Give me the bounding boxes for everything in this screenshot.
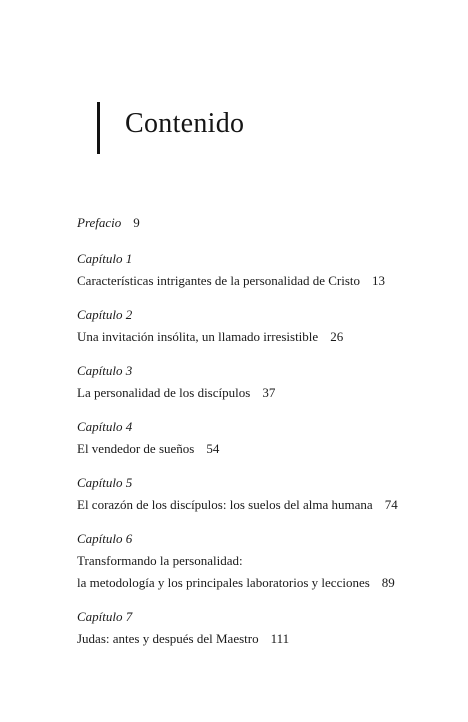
chapter-label: Capítulo 1 [77, 251, 133, 266]
toc-page-number: 74 [384, 497, 398, 512]
chapter-title [77, 438, 457, 460]
toc-page-number: 111 [270, 631, 290, 646]
toc-chapter-4 [77, 416, 457, 460]
toc-entry-preface [77, 212, 457, 234]
title-accent-bar [97, 102, 100, 154]
toc-chapter-2 [77, 304, 457, 348]
chapter-label: Capítulo 6 [77, 531, 133, 546]
toc-chapter-5 [77, 472, 457, 516]
toc-page-number: 89 [381, 575, 395, 590]
chapter-title-continuation [77, 572, 457, 594]
chapter-label: Capítulo 5 [77, 475, 133, 490]
chapter-label: Capítulo 7 [77, 609, 133, 624]
toc-page-number: 37 [262, 385, 276, 400]
chapter-title-text: Una invitación insólita, un llamado irresistible [77, 329, 319, 344]
chapter-title-text: El vendedor de sueños [77, 441, 195, 456]
chapter-title-text: Características intrigantes de la personalidad de Cristo [77, 273, 361, 288]
chapter-title-text: El corazón de los discípulos: los suelos del alma humana [77, 497, 373, 512]
chapter-title [77, 628, 457, 650]
chapter-title-text: Judas: antes y después del Maestro [77, 631, 259, 646]
chapter-title [77, 326, 457, 348]
chapter-title [77, 550, 457, 572]
toc-chapter-1 [77, 248, 457, 292]
toc-page-number: 9 [133, 215, 140, 230]
page-title: Contenido [125, 108, 245, 139]
toc-page-number: 26 [330, 329, 344, 344]
chapter-title [77, 382, 457, 404]
toc-page-number: 13 [372, 273, 386, 288]
toc-chapter-7 [77, 606, 457, 650]
chapter-title [77, 270, 457, 292]
toc-page-number: 54 [206, 441, 220, 456]
table-of-contents [77, 212, 457, 662]
chapter-title-text: Transformando la personalidad: [77, 553, 243, 568]
chapter-title-text: la metodología y los principales laboratorios y lecciones [77, 575, 370, 590]
chapter-title [77, 494, 457, 516]
toc-chapter-6 [77, 528, 457, 594]
toc-preface-label: Prefacio [77, 215, 122, 230]
toc-chapter-3 [77, 360, 457, 404]
chapter-title-text: La personalidad de los discípulos [77, 385, 251, 400]
chapter-label: Capítulo 2 [77, 307, 133, 322]
chapter-label: Capítulo 3 [77, 363, 133, 378]
chapter-label: Capítulo 4 [77, 419, 133, 434]
